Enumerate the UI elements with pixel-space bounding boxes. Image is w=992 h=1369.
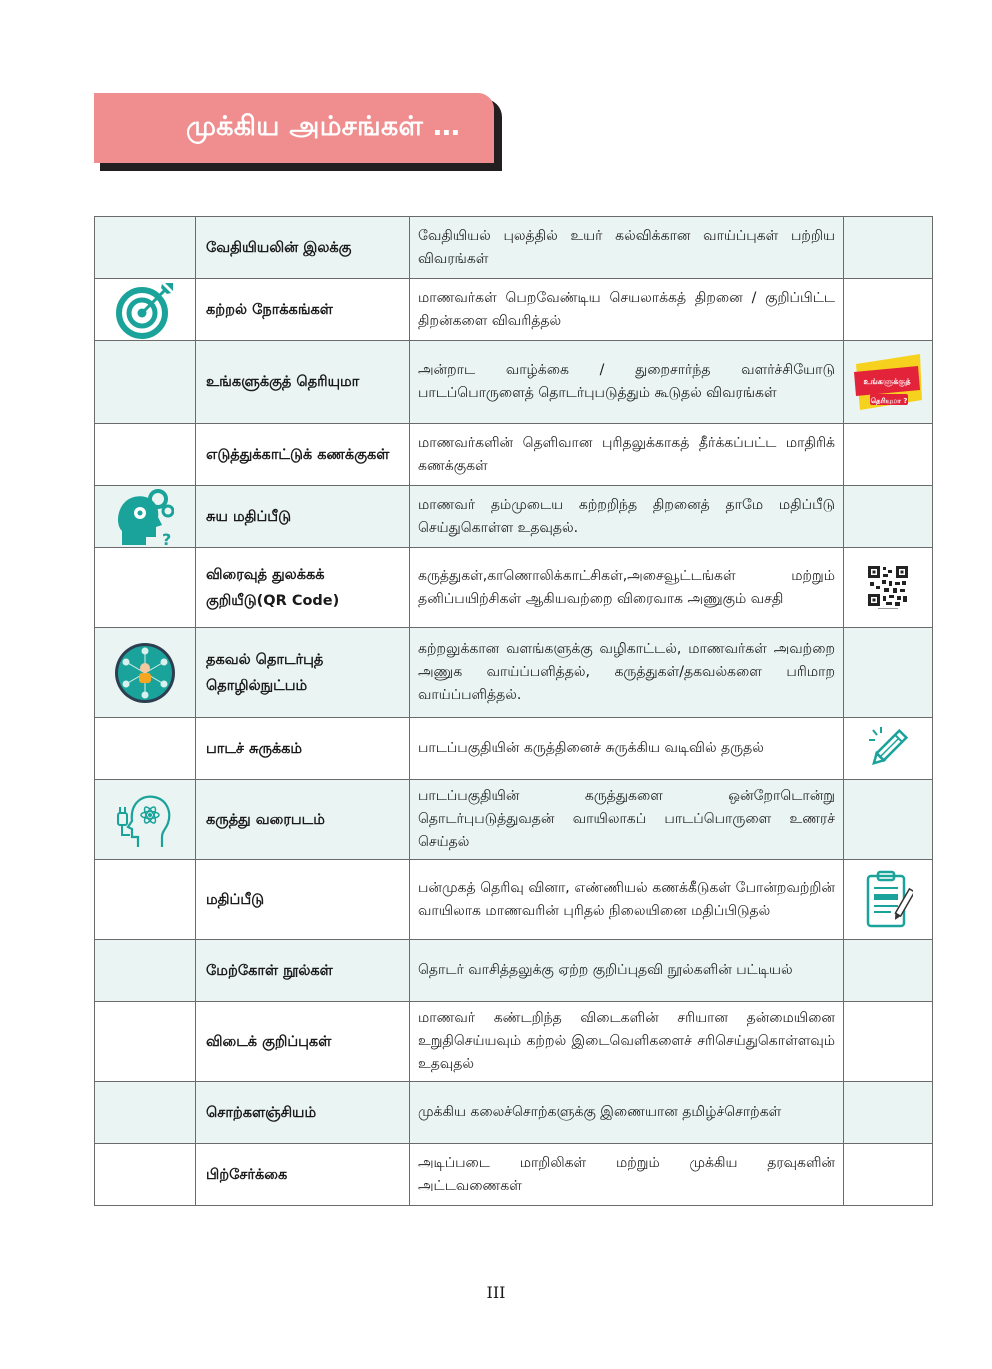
feature-description: முக்கிய கலைச்சொற்களுக்கு இணையான தமிழ்ச்சொற்கள் xyxy=(410,1082,844,1144)
clipboard-icon xyxy=(863,870,913,930)
feature-name: மேற்கோள் நூல்கள் xyxy=(196,940,410,1002)
qr-code-icon xyxy=(868,566,908,610)
icon-cell xyxy=(95,628,196,718)
feature-name: தகவல் தொடர்புத் தொழில்நுட்பம் xyxy=(196,628,410,718)
do-you-know-badge-icon xyxy=(850,350,926,414)
table-row xyxy=(95,341,933,424)
icon-cell xyxy=(95,780,196,860)
feature-description: கற்றலுக்கான வளங்களுக்கு வழிகாட்டல், மாணவர்கள் அவற்றை அணுக வாய்ப்பளித்தல், கருத்துகள்/தகவல்களை பரிமாற வாய்ப்பளித்தல். xyxy=(410,628,844,718)
feature-description: மாணவர் தம்முடைய கற்றறிந்த திறனைத் தாமே மதிப்பீடு செய்துகொள்ள உதவுதல். xyxy=(410,486,844,548)
feature-name: மதிப்பீடு xyxy=(196,860,410,940)
badge-line-2: தெரியுமா ? xyxy=(870,397,908,405)
feature-name: விடைக் குறிப்புகள் xyxy=(196,1002,410,1082)
icon-cell xyxy=(95,1002,196,1082)
icon-cell xyxy=(95,548,196,628)
section-banner xyxy=(94,93,494,163)
features-table xyxy=(94,216,933,1206)
icon-cell xyxy=(95,940,196,1002)
extra-cell xyxy=(844,628,933,718)
extra-cell xyxy=(844,424,933,486)
table-row xyxy=(95,718,933,780)
icon-cell xyxy=(95,279,196,341)
badge-line-1: உங்களுக்குத் xyxy=(863,377,911,386)
icon-cell xyxy=(95,217,196,279)
extra-cell xyxy=(844,780,933,860)
table-row xyxy=(95,860,933,940)
table-row xyxy=(95,940,933,1002)
ict-network-icon xyxy=(114,642,176,704)
mind-head-icon xyxy=(116,791,174,849)
table-row xyxy=(95,486,933,548)
extra-cell xyxy=(844,860,933,940)
feature-description: கருத்துகள்,காணொலிக்காட்சிகள்,அசைவூட்டங்கள் மற்றும் தனிப்பயிற்சிகள் ஆகியவற்றை விரைவாக அணுகும் வசதி xyxy=(410,548,844,628)
extra-cell xyxy=(844,548,933,628)
icon-cell xyxy=(95,424,196,486)
feature-name: கற்றல் நோக்கங்கள் xyxy=(196,279,410,341)
table-row xyxy=(95,1144,933,1206)
feature-description: தொடர் வாசித்தலுக்கு ஏற்ற குறிப்புதவி நூல்களின் பட்டியல் xyxy=(410,940,844,1002)
feature-description: அன்றாட வாழ்க்கை / துறைசார்ந்த வளர்ச்சியோடு பாடப்பொருளைத் தொடர்புபடுத்தும் கூடுதல் விவரங்கள் xyxy=(410,341,844,424)
feature-description: பாடப்பகுதியின் கருத்துகளை ஒன்றோடொன்று தொடர்புபடுத்துவதன் வாயிலாகப் பாடப்பொருளை உணரச் செய்தல் xyxy=(410,780,844,860)
feature-name: வேதியியலின் இலக்கு xyxy=(196,217,410,279)
extra-cell xyxy=(844,1082,933,1144)
extra-cell xyxy=(844,940,933,1002)
feature-name: எடுத்துக்காட்டுக் கணக்குகள் xyxy=(196,424,410,486)
page-number: III xyxy=(486,1283,506,1302)
extra-cell xyxy=(844,486,933,548)
svg-text:?: ? xyxy=(162,529,172,547)
icon-cell xyxy=(95,1082,196,1144)
icon-cell xyxy=(95,860,196,940)
feature-description: பாடப்பகுதியின் கருத்தினைச் சுருக்கிய வடிவில் தருதல் xyxy=(410,718,844,780)
table-row xyxy=(95,279,933,341)
table-row xyxy=(95,1082,933,1144)
feature-name: பிற்சேர்க்கை xyxy=(196,1144,410,1206)
feature-description: அடிப்படை மாறிலிகள் மற்றும் முக்கிய தரவுகளின் அட்டவணைகள் xyxy=(410,1144,844,1206)
table-row xyxy=(95,548,933,628)
target-icon xyxy=(115,280,175,340)
head-gears-icon xyxy=(116,487,174,547)
table-row xyxy=(95,1002,933,1082)
feature-name: சுய மதிப்பீடு xyxy=(196,486,410,548)
feature-name: பாடச் சுருக்கம் xyxy=(196,718,410,780)
pencil-icon xyxy=(865,726,911,772)
table-row xyxy=(95,780,933,860)
table-row xyxy=(95,628,933,718)
feature-description: வேதியியல் புலத்தில் உயர் கல்விக்கான வாய்ப்புகள் பற்றிய விவரங்கள் xyxy=(410,217,844,279)
extra-cell xyxy=(844,217,933,279)
icon-cell xyxy=(95,718,196,780)
table-row xyxy=(95,217,933,279)
extra-cell xyxy=(844,1002,933,1082)
icon-cell xyxy=(95,486,196,548)
feature-description: மாணவர்கள் பெறவேண்டிய செயலாக்கத் திறனை / குறிப்பிட்ட திறன்களை விவரித்தல் xyxy=(410,279,844,341)
icon-cell xyxy=(95,1144,196,1206)
extra-cell xyxy=(844,341,933,424)
table-row xyxy=(95,424,933,486)
feature-description: மாணவர்களின் தெளிவான புரிதலுக்காகத் தீர்க்கப்பட்ட மாதிரிக் கணக்குகள் xyxy=(410,424,844,486)
extra-cell xyxy=(844,1144,933,1206)
page-title: முக்கிய அம்சங்கள் … xyxy=(186,110,461,142)
extra-cell xyxy=(844,718,933,780)
extra-cell xyxy=(844,279,933,341)
feature-name: சொற்களஞ்சியம் xyxy=(196,1082,410,1144)
feature-description: பன்முகத் தெரிவு வினா, எண்ணியல் கணக்கீடுகள் போன்றவற்றின் வாயிலாக மாணவரின் புரிதல் நிலையினை மதிப்பிடுதல் xyxy=(410,860,844,940)
feature-name: விரைவுத் துலக்கக் குறியீடு(QR Code) xyxy=(196,548,410,628)
icon-cell xyxy=(95,341,196,424)
feature-name: கருத்து வரைபடம் xyxy=(196,780,410,860)
feature-description: மாணவர் கண்டறிந்த விடைகளின் சரியான தன்மையினை உறுதிசெய்யவும் கற்றல் இடைவெளிகளைச் சரிசெய்துகொள்ளவும் உதவுதல் xyxy=(410,1002,844,1082)
feature-name: உங்களுக்குத் தெரியுமா xyxy=(196,341,410,424)
